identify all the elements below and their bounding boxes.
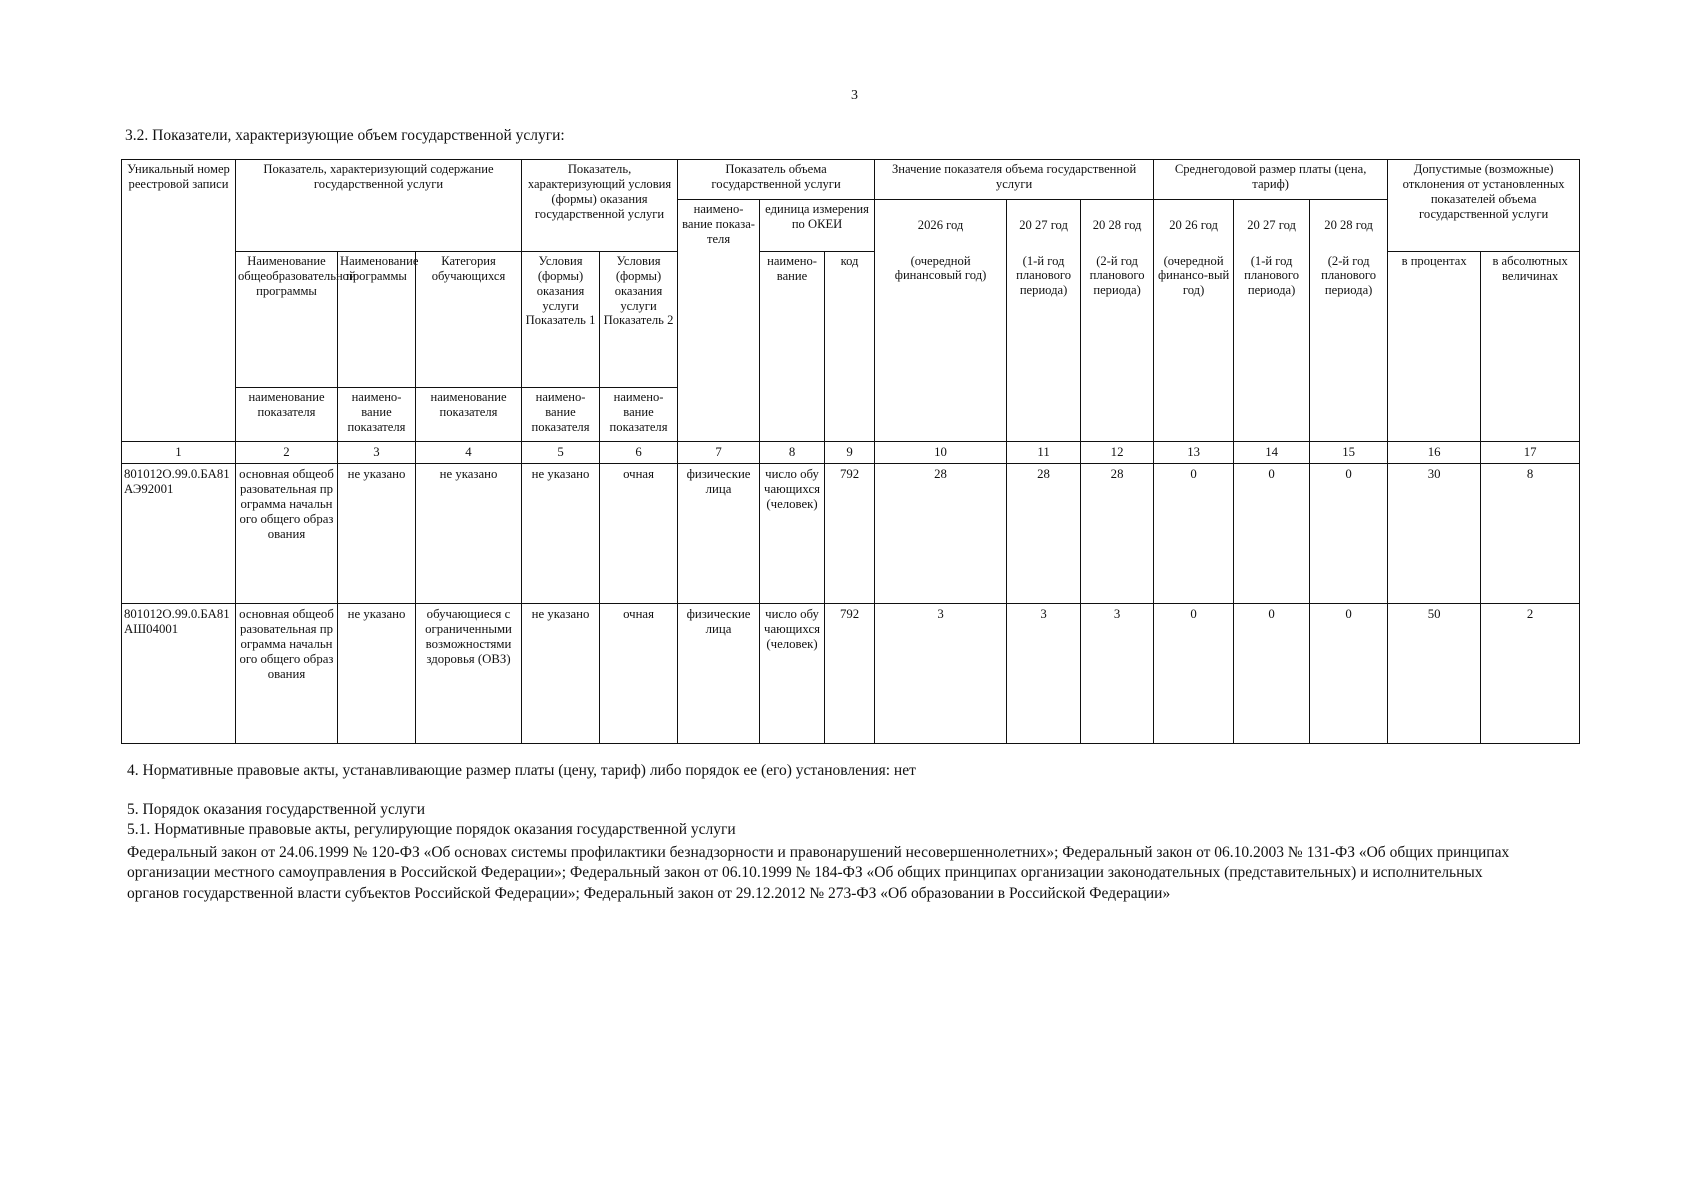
col-number: 16 bbox=[1388, 442, 1481, 464]
section-5-1-heading: 5.1. Нормативные правовые акты, регулирующие порядок оказания государственной услуги bbox=[127, 821, 736, 838]
program-name-cell: не указано bbox=[338, 604, 416, 744]
indicator-cell: физические лица bbox=[678, 464, 760, 604]
header-f2028: 20 28 год bbox=[1310, 200, 1388, 252]
col-number: 8 bbox=[760, 442, 825, 464]
header-f2026: 20 26 год bbox=[1154, 200, 1234, 252]
header-sub6: наимено-вание показателя bbox=[600, 388, 678, 442]
header-y2028: 20 28 год bbox=[1081, 200, 1154, 252]
header-c6: Условия (формы) оказания услуги Показатель 2 bbox=[600, 252, 678, 388]
col-number: 13 bbox=[1154, 442, 1234, 464]
condition2-cell: очная bbox=[600, 464, 678, 604]
header-content-indicator: Показатель, характеризующий содержание государственной услуги bbox=[236, 160, 522, 252]
section-4-text: 4. Нормативные правовые акты, устанавливающие размер платы (цену, тариф) либо порядок ее (его) установления: нет bbox=[127, 762, 916, 779]
section-5-heading: 5. Порядок оказания государственной услуги bbox=[127, 801, 425, 818]
value-2028-cell: 28 bbox=[1081, 464, 1154, 604]
header-c2: Наименование общеобразовательной программы bbox=[236, 252, 338, 388]
col-number: 4 bbox=[416, 442, 522, 464]
registry-id: 801012О.99.0.БА81АЭ92001 bbox=[122, 464, 236, 604]
volume-indicators-table bbox=[121, 159, 1579, 743]
fee-2027-cell: 0 bbox=[1234, 604, 1310, 744]
fee-2028-cell: 0 bbox=[1310, 464, 1388, 604]
header-sub2: наименование показателя bbox=[236, 388, 338, 442]
col-number: 7 bbox=[678, 442, 760, 464]
value-2026-cell: 3 bbox=[875, 604, 1007, 744]
header-sub3: наимено-вание показателя bbox=[338, 388, 416, 442]
col-number: 6 bbox=[600, 442, 678, 464]
unit-code-cell: 792 bbox=[825, 604, 875, 744]
unit-code-cell: 792 bbox=[825, 464, 875, 604]
fee-2026-cell: 0 bbox=[1154, 604, 1234, 744]
header-volume-value: Значение показателя объема государственной услуги bbox=[875, 160, 1154, 200]
deviation-absolute-cell: 8 bbox=[1481, 464, 1580, 604]
fee-2026-cell: 0 bbox=[1154, 464, 1234, 604]
col-number: 3 bbox=[338, 442, 416, 464]
col-number: 10 bbox=[875, 442, 1007, 464]
header-f2028-note: (2-й год планового периода) bbox=[1310, 252, 1388, 442]
condition1-cell: не указано bbox=[522, 464, 600, 604]
value-2026-cell: 28 bbox=[875, 464, 1007, 604]
program-cell: основная общеобразовательная программа начального общего образования bbox=[236, 604, 338, 744]
deviation-percent-cell: 30 bbox=[1388, 464, 1481, 604]
header-c5: Условия (формы) оказания услуги Показатель 1 bbox=[522, 252, 600, 388]
registry-id: 801012О.99.0.БА81АШ04001 bbox=[122, 604, 236, 744]
condition2-cell: очная bbox=[600, 604, 678, 744]
header-unit-name: наимено-вание bbox=[760, 252, 825, 442]
header-y2027-note: (1-й год планового периода) bbox=[1007, 252, 1081, 442]
table-row bbox=[122, 464, 1580, 604]
program-name-cell: не указано bbox=[338, 464, 416, 604]
deviation-percent-cell: 50 bbox=[1388, 604, 1481, 744]
value-2027-cell: 28 bbox=[1007, 464, 1081, 604]
value-2027-cell: 3 bbox=[1007, 604, 1081, 744]
col-number: 9 bbox=[825, 442, 875, 464]
header-c4: Категория обучающихся bbox=[416, 252, 522, 388]
col-number: 17 bbox=[1481, 442, 1580, 464]
header-y2026: 2026 год bbox=[875, 200, 1007, 252]
indicator-cell: физические лица bbox=[678, 604, 760, 744]
header-f2027-note: (1-й год планового периода) bbox=[1234, 252, 1310, 442]
section-title: 3.2. Показатели, характеризующие объем государственной услуги: bbox=[125, 127, 565, 144]
header-conditions-indicator: Показатель, характеризующий условия (формы) оказания государственной услуги bbox=[522, 160, 678, 252]
fee-2028-cell: 0 bbox=[1310, 604, 1388, 744]
header-avg-fee: Среднегодовой размер платы (цена, тариф) bbox=[1154, 160, 1388, 200]
header-f2026-note: (очередной финансо-вый год) bbox=[1154, 252, 1234, 442]
header-c3: Наименование программы bbox=[338, 252, 416, 388]
header-y2028-note: (2-й год планового периода) bbox=[1081, 252, 1154, 442]
unit-name-cell: число обучающихся (человек) bbox=[760, 464, 825, 604]
condition1-cell: не указано bbox=[522, 604, 600, 744]
header-f2027: 20 27 год bbox=[1234, 200, 1310, 252]
program-cell: основная общеобразовательная программа начального общего образования bbox=[236, 464, 338, 604]
category-cell: не указано bbox=[416, 464, 522, 604]
header-indicator-name: наимено-вание показа-теля bbox=[678, 200, 760, 442]
unit-name-cell: число обучающихся (человек) bbox=[760, 604, 825, 744]
deviation-absolute-cell: 2 bbox=[1481, 604, 1580, 744]
col-number: 1 bbox=[122, 442, 236, 464]
col-number: 14 bbox=[1234, 442, 1310, 464]
fee-2027-cell: 0 bbox=[1234, 464, 1310, 604]
header-in-percent: в процентах bbox=[1388, 252, 1481, 442]
header-y2027: 20 27 год bbox=[1007, 200, 1081, 252]
header-y2026-note: (очередной финансовый год) bbox=[875, 252, 1007, 442]
laws-paragraph: Федеральный закон от 24.06.1999 № 120-ФЗ «Об основах системы профилактики безнадзорности и правонарушений несовершеннолетних»; Федеральный закон от 06.10.2003 № 131-ФЗ «Об общих принципах организации местного самоуправления в Российской Федерации»; Федеральный закон от 06.10.1999 № 184-ФЗ «Об общих принципах организации законодательных (представительных) и исполнительных органов государственной власти субъектов Российской Федерации»; Федеральный закон от 29.12.2012 № 273-ФЗ «Об образовании в Российской Федерации» bbox=[127, 844, 1510, 902]
category-cell: обучающиеся с ограниченными возможностями здоровья (ОВЗ) bbox=[416, 604, 522, 744]
header-unit: единица измерения по ОКЕИ bbox=[760, 200, 875, 252]
col-number: 15 bbox=[1310, 442, 1388, 464]
header-unit-code: код bbox=[825, 252, 875, 442]
value-2028-cell: 3 bbox=[1081, 604, 1154, 744]
header-sub4: наименование показателя bbox=[416, 388, 522, 442]
header-sub5: наимено-вание показателя bbox=[522, 388, 600, 442]
table-row bbox=[122, 604, 1580, 744]
page-number: 3 bbox=[851, 88, 858, 103]
header-unique-number: Уникальный номер реестровой записи bbox=[122, 160, 236, 442]
col-number: 11 bbox=[1007, 442, 1081, 464]
col-number: 5 bbox=[522, 442, 600, 464]
header-deviation: Допустимые (возможные) отклонения от установленных показателей объема государственной услуги bbox=[1388, 160, 1580, 252]
header-in-absolute: в абсолютных величинах bbox=[1481, 252, 1580, 442]
col-number: 12 bbox=[1081, 442, 1154, 464]
header-volume-indicator: Показатель объема государственной услуги bbox=[678, 160, 875, 200]
col-number: 2 bbox=[236, 442, 338, 464]
